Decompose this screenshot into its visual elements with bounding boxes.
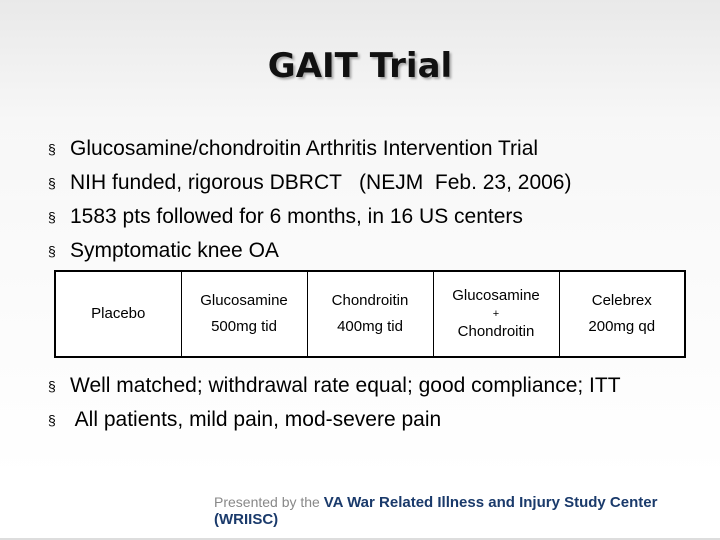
arm-name: Glucosamine [452, 287, 540, 304]
arm-dose: 200mg qd [588, 318, 656, 335]
bullet-text: Well matched; withdrawal rate equal; good compliance; ITT [70, 374, 621, 397]
footer-prefix: Presented by the [214, 494, 320, 510]
arm-name: Glucosamine [200, 292, 288, 309]
arm-chondroitin [307, 271, 433, 357]
slide-title: GAIT Trial [267, 46, 453, 86]
bullet-list-2 [48, 372, 688, 440]
footer-org: VA War Related Illness and Injury Study Center (WRIISC) [214, 494, 658, 528]
arm-dose: 400mg tid [337, 318, 403, 335]
bullet-item [48, 406, 688, 434]
bullet-marker-icon: § [48, 243, 56, 259]
arm-placebo [55, 271, 181, 357]
bullet-marker-icon: § [48, 378, 56, 394]
plus-sign: + [492, 308, 500, 320]
bullet-text: All patients, mild pain, mod-severe pain [70, 408, 442, 431]
bullet-item [48, 200, 688, 234]
arm-name-2: Chondroitin [457, 323, 535, 340]
arm-dose: 500mg tid [211, 318, 277, 335]
arm-name: Chondroitin [331, 292, 409, 309]
arm-glucosamine [181, 271, 307, 357]
bullet-list [48, 132, 688, 268]
bullet-marker-icon: § [48, 175, 56, 191]
bullet-marker-icon: § [48, 412, 56, 428]
bullet-text: Glucosamine/chondroitin Arthritis Intervention Trial [70, 137, 539, 160]
bullet-text: 1583 pts followed for 6 months, in 16 US centers [70, 205, 523, 228]
bullet-marker-icon: § [48, 209, 56, 225]
bullet-marker-icon: § [48, 141, 56, 157]
bullet-item [48, 132, 688, 166]
bullet-item [48, 166, 688, 200]
arm-combination [433, 271, 559, 357]
bullet-item [48, 234, 688, 268]
footer-credit [214, 494, 720, 528]
bullet-item [48, 372, 688, 400]
arm-celebrex [559, 271, 685, 357]
arm-name: Placebo [91, 305, 146, 322]
bullet-text: NIH funded, rigorous DBRCT (NEJM Feb. 23, 2006) [70, 171, 572, 194]
arm-name: Celebrex [591, 292, 652, 309]
treatment-arms-table [54, 270, 686, 358]
bullet-text: Symptomatic knee OA [70, 239, 279, 262]
